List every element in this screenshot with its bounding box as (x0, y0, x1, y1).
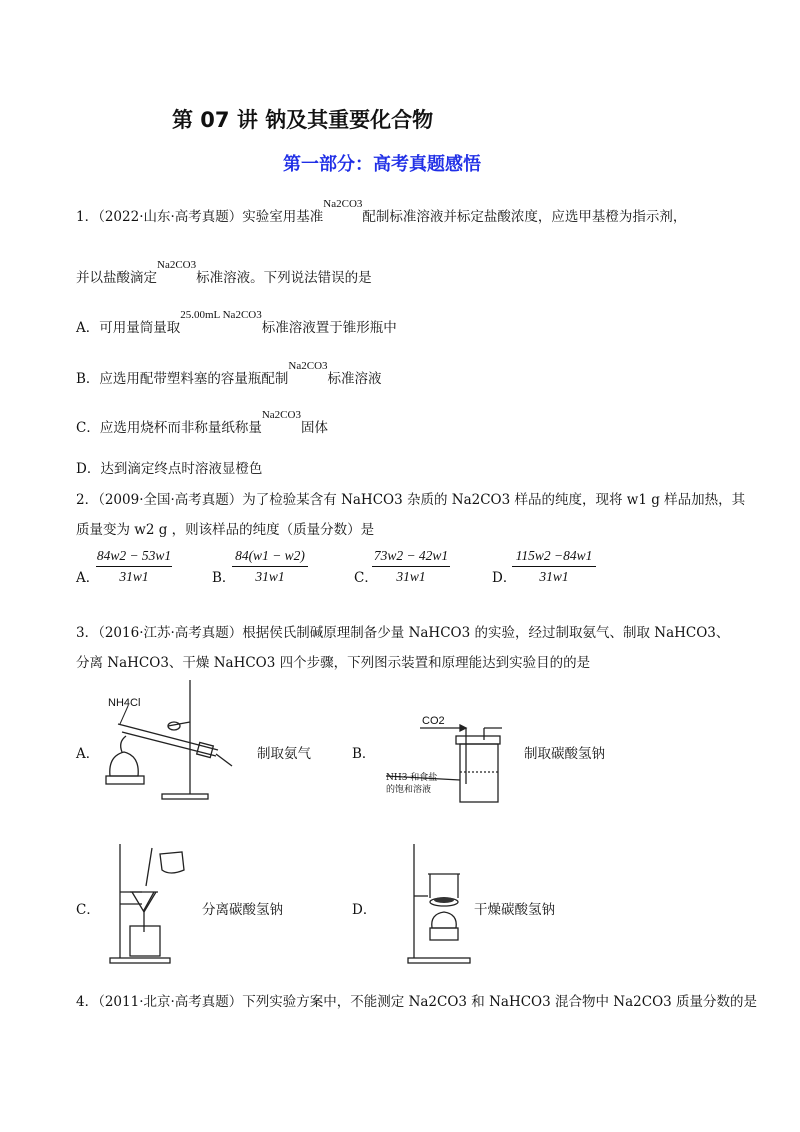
q3-option-a-label: A． (76, 746, 100, 762)
q2-option-b-fraction (232, 548, 308, 585)
q1-option-b (76, 360, 382, 387)
q1-option-c (76, 409, 328, 436)
ammonia-figure-label: NH4Cl (108, 697, 141, 709)
q1-option-b-text2: 标准溶液 (327, 371, 382, 387)
co2-label: CO2 (422, 715, 445, 727)
q1-option-a (76, 309, 397, 336)
q1-stem-text-c: 并以盐酸滴定 (76, 270, 157, 286)
q1-stem-line1 (76, 198, 687, 225)
q1-option-b-text: B．应选用配带塑料塞的容量瓶配制 (76, 371, 289, 387)
q2-option-a-denominator: 31w1 (119, 569, 149, 584)
q1-option-c-text2: 固体 (300, 420, 328, 436)
q1-stem-line2 (76, 259, 372, 286)
q2-option-a-numerator: 84w2 − 53w1 (96, 548, 172, 563)
q1-stem-text-d: 标准溶液。下列说法错误的是 (196, 270, 372, 286)
q3-option-b-caption: 制取碳酸氢钠 (524, 746, 605, 762)
q1-option-b-formula: Na2CO3 (288, 360, 328, 372)
q2-option-c-denominator: 31w1 (396, 569, 426, 584)
q1-option-a-text: A．可用量筒量取 (76, 320, 181, 336)
q2-option-b-label: B． (212, 570, 236, 586)
q1-option-a-text2: 标准溶液置于锥形瓶中 (261, 320, 397, 336)
q2-option-d-numerator: 115w2 −84w1 (515, 548, 593, 563)
q1-option-c-formula: Na2CO3 (261, 409, 301, 421)
q3-option-d-label: D． (352, 902, 377, 918)
q2-option-b-denominator: 31w1 (255, 569, 285, 584)
q1-option-c-text: C．应选用烧杯而非称量纸称量 (76, 420, 262, 436)
q3-option-a-caption: 制取氨气 (257, 746, 311, 762)
q2-option-c-numerator: 73w2 − 42w1 (373, 548, 449, 563)
q3-option-c-caption: 分离碳酸氢钠 (202, 902, 283, 918)
q2-option-a-fraction (96, 548, 172, 585)
q2-stem-line2: 质量变为 w2 g ，则该样品的纯度（质量分数）是 (76, 522, 375, 538)
q1-stem-text-b: 配制标准溶液并标定盐酸浓度，应选甲基橙为指示剂， (362, 209, 687, 225)
q3-stem-line2: 分离 NaHCO3、干燥 NaHCO3 四个步骤，下列图示装置和原理能达到实验目的的是 (76, 655, 591, 671)
nh3-saline-note-2: 的饱和溶液 (386, 785, 432, 795)
nh3-saline-note-1: NH3 和食盐 (386, 773, 438, 783)
filtration-figure (108, 840, 198, 964)
q3-option-c-label: C． (76, 902, 100, 918)
q1-formula-1: Na2CO3 (323, 198, 363, 210)
q2-option-a-label: A． (76, 570, 100, 586)
q1-option-d: D．达到滴定终点时溶液显橙色 (76, 461, 263, 477)
q3-stem-line1: 3．（2016·江苏·高考真题）根据侯氏制碱原理制备少量 NaHCO3 的实验，经过制取氨气、制取 NaHCO3、 (76, 625, 730, 641)
q2-option-d-label: D． (492, 570, 517, 586)
q2-option-c-label: C． (354, 570, 378, 586)
q2-option-b-numerator: 84(w1 − w2) (235, 548, 305, 563)
q3-option-d-caption: 干燥碳酸氢钠 (474, 902, 555, 918)
ammonia-apparatus-figure (98, 676, 248, 806)
q3-option-b-label: B． (352, 746, 376, 762)
q1-stem-text-a: 1．（2022·山东·高考真题）实验室用基准 (76, 209, 324, 225)
section-heading: 第一部分：高考真题感悟 (283, 154, 481, 175)
q1-formula-2: Na2CO3 (157, 259, 197, 271)
q4-stem-line1: 4．（2011·北京·高考真题）下列实验方案中，不能测定 Na2CO3 和 NaHCO3 混合物中 Na2CO3 质量分数的是 (76, 994, 758, 1010)
q2-stem-line1: 2．（2009·全国·高考真题）为了检验某含有 NaHCO3 杂质的 Na2CO3 样品的纯度，现将 w1 g 样品加热，其 (76, 492, 746, 508)
q2-option-d-fraction (512, 548, 596, 585)
drying-figure (404, 840, 484, 964)
q1-option-a-formula: 25.00mL Na2CO3 (180, 309, 262, 321)
bicarbonate-prep-figure (368, 714, 518, 804)
q2-option-d-denominator: 31w1 (539, 569, 569, 584)
q2-option-c-fraction (372, 548, 450, 585)
page-title: 第 07 讲 钠及其重要化合物 (172, 108, 434, 132)
